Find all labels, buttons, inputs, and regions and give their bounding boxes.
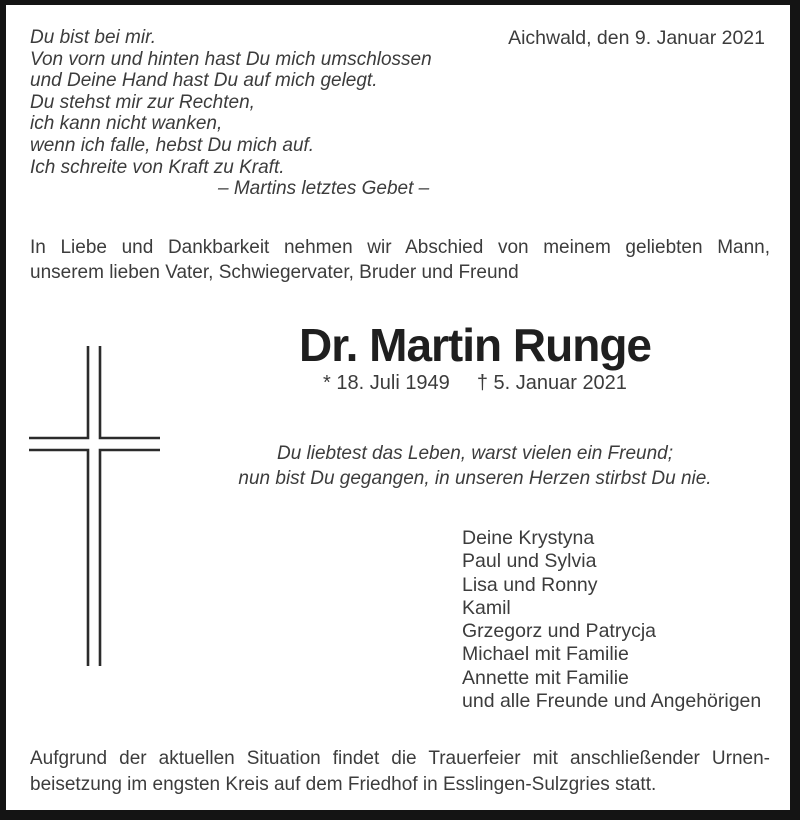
mourner-line: Paul und Sylvia: [462, 550, 597, 573]
epitaph-line-2: nun bist Du gegangen, in unseren Herzen stirbst Du nie.: [238, 468, 712, 489]
poem-line: ich kann nicht wanken,: [30, 113, 223, 135]
poem-line: wenn ich falle, hebst Du mich auf.: [30, 134, 315, 156]
poem-line: Du stehst mir zur Rechten,: [30, 91, 255, 113]
poem-attribution: – Martins letztes Gebet –: [218, 178, 430, 200]
poem-line: und Deine Hand hast Du auf mich gelegt.: [30, 70, 378, 92]
memorial-cross-icon: [25, 340, 165, 675]
mourner-line: Deine Krystyna: [462, 527, 595, 549]
mourner-line: Kamil: [462, 596, 511, 619]
intro-line-2: unserem lieben Vater, Schwiegervater, Bruder und Freund: [30, 262, 519, 283]
epitaph-line-1: Du liebtest das Leben, warst vielen ein Freund;: [276, 443, 674, 464]
mourners-list: [462, 527, 761, 713]
deceased-name: Dr. Martin Runge: [298, 319, 652, 371]
dateline: Aichwald, den 9. Januar 2021: [508, 27, 765, 49]
death-date: † 5. Januar 2021: [476, 372, 627, 394]
poem-line: Ich schreite von Kraft zu Kraft.: [30, 156, 285, 178]
funeral-notice: [30, 746, 770, 797]
mourner-line: Annette mit Familie: [462, 666, 629, 689]
poem-line: Du bist bei mir.: [30, 27, 156, 48]
poem-lines: [30, 27, 432, 178]
mourner-line: Grzegorz und Patrycja: [462, 620, 657, 643]
poem: [30, 27, 432, 200]
intro-paragraph: [30, 235, 770, 285]
mourner-line: Lisa und Ronny: [462, 573, 598, 596]
mourner-line: Michael mit Familie: [462, 643, 629, 666]
life-dates: [180, 371, 770, 395]
mourner-line: und alle Freunde und Angehörigen: [462, 690, 762, 713]
notice-line-2: beisetzung im engsten Kreis auf dem Friedhof in Esslingen-Sulzgries statt.: [30, 773, 657, 795]
poem-line: Von vorn und hinten hast Du mich umschlossen: [30, 48, 432, 70]
notice-line-1: Aufgrund der aktuellen Situation findet die Trauerfeier mit anschließender Urnen-: [30, 748, 770, 769]
deceased-block: [180, 321, 770, 491]
intro-line-1: In Liebe und Dankbarkeit nehmen wir Abschied von meinem geliebten Mann,: [30, 237, 770, 258]
birth-date: * 18. Juli 1949: [323, 372, 450, 394]
epitaph: [180, 441, 770, 491]
